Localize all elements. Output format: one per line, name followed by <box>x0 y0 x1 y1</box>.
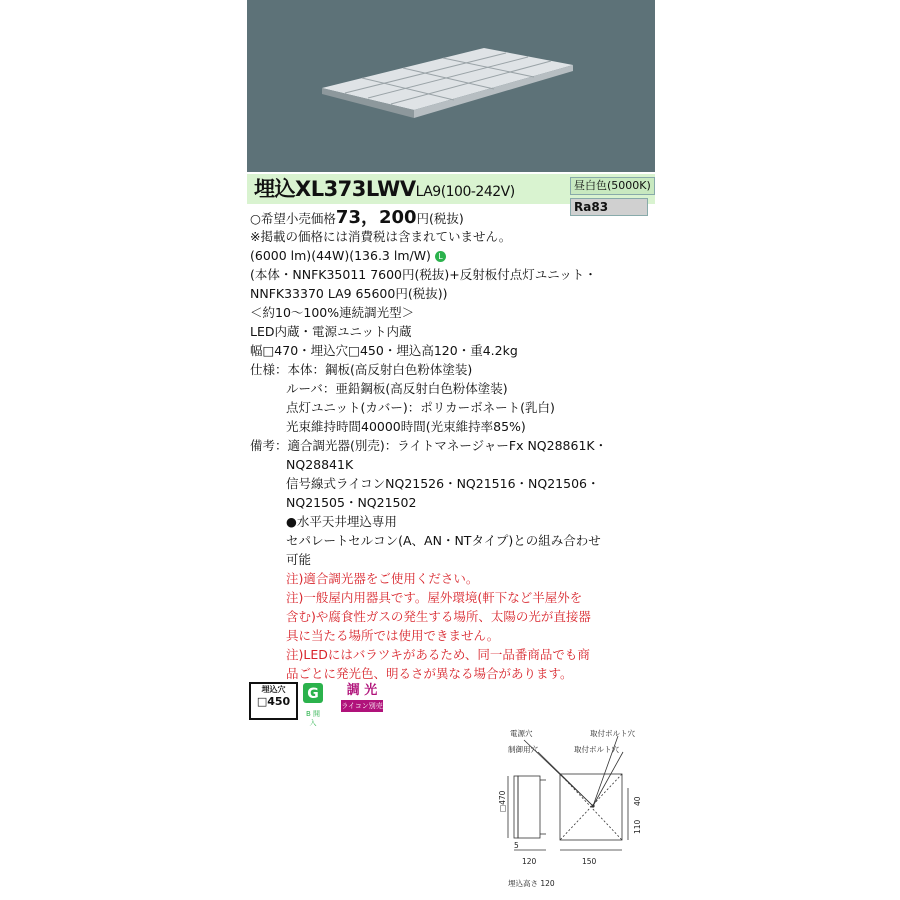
spec-line: LED内蔵・電源ユニット内蔵 <box>250 324 412 339</box>
spec-line: NQ21505・NQ21502 <box>286 495 417 510</box>
luminaire-image <box>247 0 655 172</box>
price-value: 73，200 <box>335 207 417 228</box>
dimming-icon <box>341 682 383 718</box>
warning-line: 含む)や腐食性ガスの発生する場所、太陽の光が直接器 <box>286 609 591 624</box>
label-power-hole: 電源穴 <box>510 729 533 738</box>
g-mark-icon <box>302 682 324 727</box>
embed-hole-value: □450 <box>256 695 291 708</box>
spec-line: ●水平天井埋込専用 <box>286 514 397 529</box>
price-suffix: 円(税抜) <box>416 211 464 226</box>
dim-120: 120 <box>522 857 537 866</box>
spec-line: 光束維持時間40000時間(光束維持率85%) <box>286 419 526 434</box>
title-suffix: LA9 <box>415 184 441 200</box>
dim-470: □470 <box>498 790 507 812</box>
warning-line: 注)一般屋内用器具です。屋外環境(軒下など半屋外を <box>286 590 583 605</box>
label-control-hole: 制御用穴 <box>508 745 538 754</box>
embed-hole-icon <box>249 682 298 720</box>
dimension-diagram <box>498 724 658 892</box>
l-mark-icon: L <box>435 251 446 262</box>
g-mark-sub: B 開 入 <box>305 710 321 727</box>
price-prefix: ○希望小売価格 <box>250 211 336 226</box>
spec-line: 幅□470・埋込穴□450・埋込高120・重4.2kg <box>250 343 518 358</box>
spec-text <box>250 208 652 683</box>
dim-110: 110 <box>633 819 642 834</box>
spec-line: 信号線式ライコンNQ21526・NQ21516・NQ21506・ <box>286 476 600 491</box>
title-main: 埋込XL373LWV <box>254 177 416 201</box>
warning-line: 注)適合調光器をご使用ください。 <box>286 571 479 586</box>
dimming-sub: ライコン別売 <box>341 702 383 710</box>
color-temp-tag: 昼白色(5000K) <box>570 177 655 195</box>
spec-line: 備考：適合調光器(別売)：ライトマネージャーFx NQ28861K・ <box>250 438 608 453</box>
label-bolt-hole-1: 取付ボルト穴 <box>590 729 635 738</box>
spec-line: 点灯ユニット(カバー)：ポリカーボネート(乳白) <box>286 400 555 415</box>
embed-hole-label: 埋込穴 <box>261 685 286 694</box>
dim-5: 5 <box>514 841 519 850</box>
warning-line: 品ごとに発光色、明るさが異なる場合があります。 <box>286 666 573 681</box>
lumen-line <box>250 246 652 265</box>
dimming-label: 調 光 <box>341 682 383 700</box>
warning-line: 注)LEDにはバラツキがあるため、同一品番商品でも商 <box>286 647 590 662</box>
g-mark-letter: G <box>307 686 319 702</box>
lumen-text: (6000 lm)(44W)(136.3 lm/W) <box>250 248 431 263</box>
spec-line: NNFK33370 LA9 65600円(税抜)) <box>250 286 448 301</box>
product-photo <box>247 0 655 172</box>
g-mark-shape <box>302 682 324 706</box>
dim-embed-height: 埋込高さ 120 <box>508 879 555 888</box>
ra-tag: Ra83 <box>570 198 648 216</box>
spec-line: セパレートセルコン(A、AN・NTタイプ)との組み合わせ <box>286 533 601 548</box>
title-voltage: (100-242V) <box>440 184 515 200</box>
spec-line: (本体・NNFK35011 7600円(税抜)+反射板付点灯ユニット・ <box>250 267 597 282</box>
spec-line: ※掲載の価格には消費税は含まれていません。 <box>250 229 512 244</box>
price-line <box>250 208 652 227</box>
spec-line: NQ28841K <box>286 457 354 472</box>
spec-line: 可能 <box>286 552 312 567</box>
dim-150: 150 <box>582 857 597 866</box>
warning-line: 具に当たる場所では使用できません。 <box>286 628 500 643</box>
dim-40: 40 <box>633 796 642 806</box>
spec-line: ＜約10～100%連続調光型＞ <box>250 305 415 320</box>
label-bolt-hole-2: 取付ボルト穴 <box>574 745 619 754</box>
product-title <box>254 174 515 207</box>
spec-line: ルーバ：亜鉛鋼板(高反射白色粉体塗装) <box>286 381 508 396</box>
spec-line: 仕様：本体：鋼板(高反射白色粉体塗装) <box>250 362 473 377</box>
